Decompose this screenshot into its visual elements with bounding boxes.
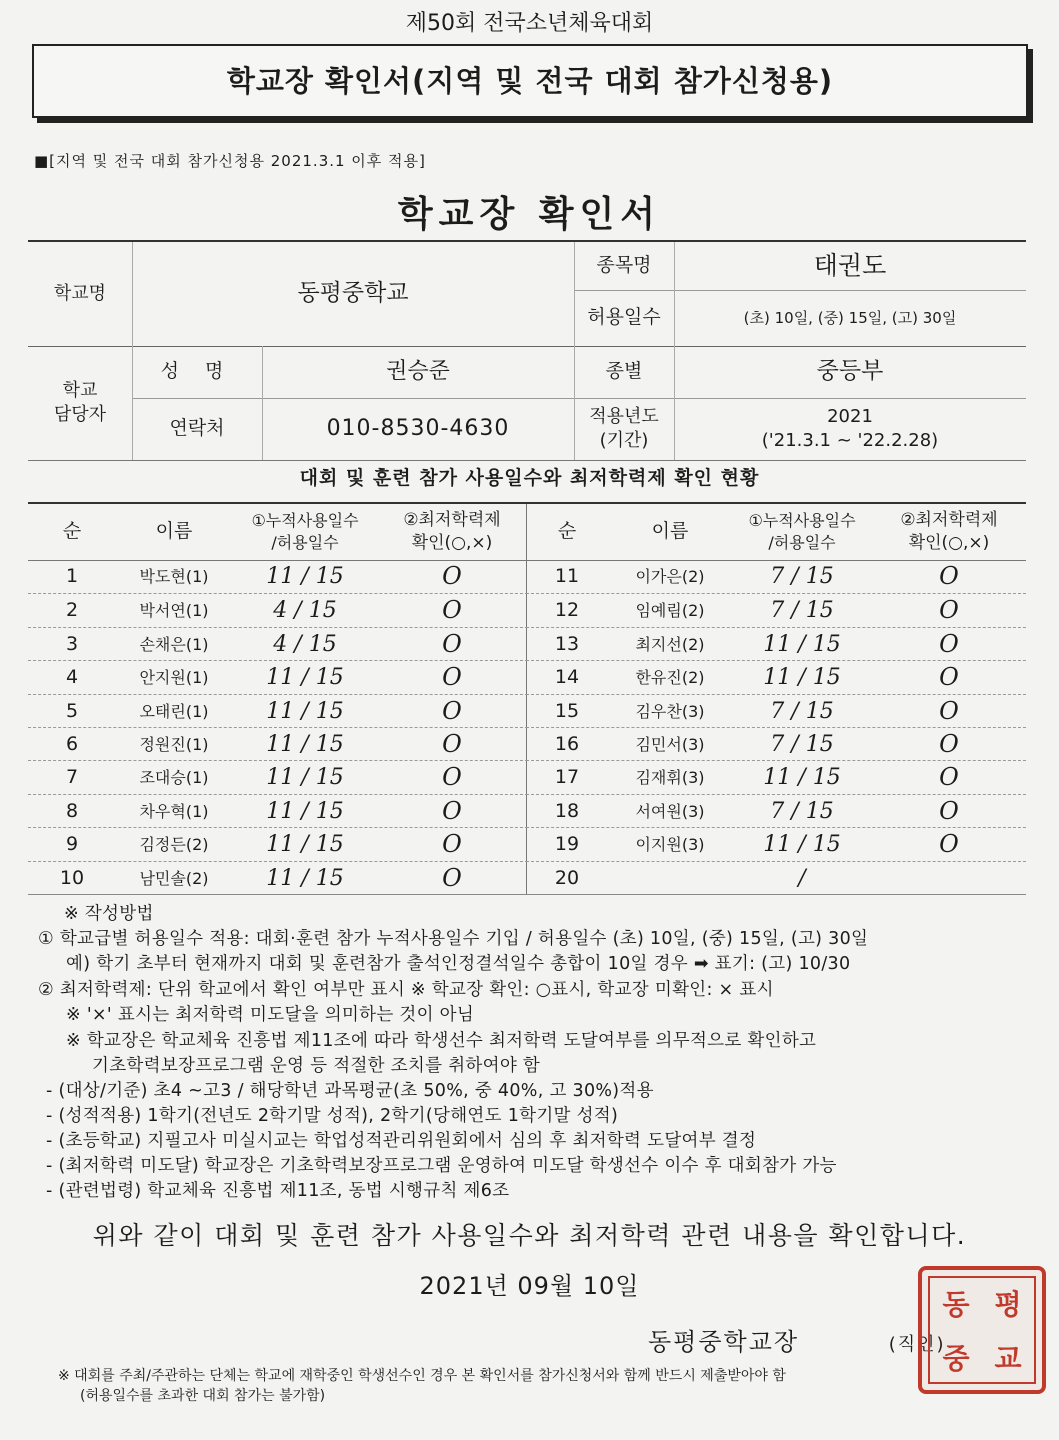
instruction-line: - (관련법령) 학교체육 진흥법 제11조, 동법 시행규칙 제6조 bbox=[46, 1181, 510, 1201]
days-allowed: 15 bbox=[812, 631, 841, 657]
days-separator: / bbox=[294, 564, 316, 589]
table-row bbox=[526, 760, 1026, 794]
row-number: 7 bbox=[65, 766, 79, 789]
student-table bbox=[28, 502, 1026, 895]
contact-value: 010-8530-4630 bbox=[326, 416, 510, 442]
days-used-allowed bbox=[732, 661, 872, 694]
col-name-right: 이름 bbox=[651, 520, 689, 543]
row-number: 12 bbox=[554, 599, 580, 622]
student-name: 김재휘(3) bbox=[635, 768, 705, 788]
sport-value: 태권도 bbox=[813, 251, 887, 281]
confirm-mark: O bbox=[442, 763, 462, 792]
days-separator: / bbox=[791, 765, 813, 791]
student-name: 김우찬(3) bbox=[635, 701, 705, 721]
confirm-mark: O bbox=[442, 796, 462, 825]
days-separator: / bbox=[294, 765, 316, 791]
days-used-allowed bbox=[232, 594, 378, 627]
days-separator: / bbox=[798, 865, 806, 891]
table-row bbox=[28, 827, 528, 861]
col-name-left: 이름 bbox=[155, 520, 193, 543]
student-name: 오태린(1) bbox=[139, 701, 209, 721]
row-number: 15 bbox=[554, 699, 580, 722]
days-used-allowed bbox=[732, 695, 872, 728]
student-name: 차우혁(1) bbox=[139, 801, 209, 821]
table-row bbox=[526, 593, 1026, 627]
instruction-line: 예) 학기 초부터 현재까지 대회 및 훈련참가 출석인정결석일수 총합이 10일 경우 ➡ 표기: (고) 10/30 bbox=[66, 954, 851, 974]
student-name: 김정든(2) bbox=[139, 835, 209, 855]
days-used: 7 bbox=[770, 798, 785, 824]
confirm-mark: O bbox=[442, 696, 462, 725]
table-row bbox=[28, 593, 528, 627]
col-days-right: ①누적사용일수 /허용일수 bbox=[748, 511, 856, 552]
days-used: 11 bbox=[763, 832, 792, 858]
table-row bbox=[526, 727, 1026, 761]
sport-label: 종목명 bbox=[596, 254, 652, 277]
student-name: 한유진(2) bbox=[635, 668, 705, 688]
days-allowed: 15 bbox=[308, 631, 337, 657]
period-label: 적용년도 (기간) bbox=[589, 405, 659, 451]
row-number: 3 bbox=[65, 632, 79, 655]
row-number: 4 bbox=[65, 666, 79, 689]
confirm-mark: O bbox=[442, 863, 462, 892]
table-row bbox=[526, 794, 1026, 828]
division-label: 종별 bbox=[605, 360, 643, 383]
row-number: 11 bbox=[554, 565, 580, 587]
days-allowed: 15 bbox=[812, 832, 841, 858]
days-separator: / bbox=[784, 564, 806, 589]
instruction-line: ① 학교급별 허용일수 적용: 대회·훈련 참가 누적사용일수 기입 / 허용일수 (초) 10일, (중) 15일, (고) 30일 bbox=[38, 929, 869, 949]
info-table bbox=[28, 240, 1026, 461]
days-allowed: 15 bbox=[308, 598, 337, 624]
student-name: 안지원(1) bbox=[139, 668, 209, 688]
allowed-days-label: 허용일수 bbox=[587, 306, 661, 329]
row-number: 17 bbox=[554, 766, 580, 789]
instruction-line: - (대상/기준) 초4 ~고3 / 해당학년 과목평균(초 50%, 중 40%, 고 30%)적용 bbox=[46, 1081, 654, 1101]
days-allowed: 15 bbox=[315, 765, 344, 791]
confirm-mark: O bbox=[442, 562, 462, 590]
days-allowed: 15 bbox=[812, 665, 841, 691]
student-name: 이지원(3) bbox=[635, 835, 705, 855]
days-separator: / bbox=[287, 598, 309, 624]
days-used: 11 bbox=[763, 665, 792, 691]
confirm-mark: O bbox=[442, 830, 462, 859]
confirm-mark bbox=[872, 862, 1026, 895]
confirm-mark: O bbox=[442, 629, 462, 658]
days-used: 11 bbox=[266, 865, 295, 891]
days-used-allowed bbox=[732, 628, 872, 661]
seal-suffix: (직인) bbox=[888, 1334, 946, 1355]
row-number: 14 bbox=[554, 666, 580, 689]
days-used: 11 bbox=[763, 631, 792, 657]
days-allowed: 15 bbox=[805, 564, 834, 589]
col-days-left: ①누적사용일수 /허용일수 bbox=[251, 511, 359, 552]
seal-char: 교 bbox=[994, 1342, 1022, 1375]
student-name: 손채은(1) bbox=[139, 634, 209, 654]
days-allowed: 15 bbox=[315, 698, 344, 724]
confirm-mark: O bbox=[939, 663, 959, 692]
days-used: 11 bbox=[266, 832, 295, 858]
confirm-mark: O bbox=[442, 596, 462, 625]
instruction-line: 기초학력보장프로그램 운영 등 적절한 조치를 취하여야 함 bbox=[92, 1056, 541, 1076]
days-used: 11 bbox=[266, 698, 295, 724]
days-used: 11 bbox=[266, 798, 295, 824]
days-separator: / bbox=[784, 698, 806, 724]
instruction-line: - (성적적용) 1학기(전년도 2학기말 성적), 2학기(당해연도 1학기말 성적) bbox=[46, 1106, 619, 1126]
event-title: 제50회 전국소년체육대회 bbox=[405, 11, 654, 36]
days-allowed: 15 bbox=[315, 832, 344, 858]
student-name: 임예림(2) bbox=[635, 601, 705, 621]
table-row bbox=[526, 861, 1026, 895]
confirmation-date: 2021년 09월 10일 bbox=[419, 1272, 640, 1300]
student-name: 조대승(1) bbox=[139, 768, 209, 788]
confirm-mark: O bbox=[939, 796, 959, 825]
col-confirm-left: ②최저학력제 확인(○,×) bbox=[403, 510, 501, 553]
seal-characters bbox=[928, 1276, 1036, 1384]
table-row bbox=[28, 660, 528, 694]
school-name-label: 학교명 bbox=[53, 282, 107, 304]
manager-name-label: 성 명 bbox=[160, 360, 234, 383]
days-separator: / bbox=[784, 732, 806, 757]
confirm-mark: O bbox=[939, 763, 959, 792]
days-used-allowed bbox=[232, 628, 378, 661]
instruction-line: - (초등학교) 지필고사 미실시교는 학업성적관리위원회에서 심의 후 최저학력 도달여부 결정 bbox=[46, 1131, 757, 1151]
student-name: 이가은(2) bbox=[635, 567, 705, 586]
days-allowed: 15 bbox=[315, 564, 344, 589]
confirm-mark: O bbox=[442, 730, 462, 758]
school-name-value: 동평중학교 bbox=[297, 280, 409, 307]
days-allowed: 15 bbox=[315, 665, 344, 691]
days-separator: / bbox=[784, 798, 806, 824]
official-seal bbox=[918, 1266, 1046, 1394]
days-used: 11 bbox=[266, 665, 295, 691]
days-used-allowed bbox=[232, 728, 378, 761]
days-allowed: 15 bbox=[805, 798, 834, 824]
days-separator: / bbox=[294, 665, 316, 691]
instruction-line: ② 최저학력제: 단위 학교에서 확인 여부만 표시 ※ 학교장 확인: ○표시, 학교장 미확인: × 표시 bbox=[38, 980, 774, 1000]
days-used-allowed bbox=[732, 560, 872, 593]
allowed-days-value: (초) 10일, (중) 15일, (고) 30일 bbox=[743, 308, 957, 327]
table-row bbox=[28, 727, 528, 761]
row-number: 20 bbox=[554, 866, 580, 889]
days-separator: / bbox=[294, 832, 316, 858]
instruction-line: ※ 작성방법 bbox=[64, 904, 154, 924]
row-number: 19 bbox=[554, 833, 580, 856]
contact-label: 연락처 bbox=[169, 417, 225, 440]
days-used-allowed bbox=[232, 661, 378, 694]
principal-name: 동평중학교장 bbox=[648, 1328, 800, 1356]
document-title: 학교장 확인서 bbox=[397, 194, 662, 235]
instruction-line: ※ 학교장은 학교체육 진흥법 제11조에 따라 학생선수 최저학력 도달여부를 의무적으로 확인하고 bbox=[66, 1031, 817, 1051]
student-name bbox=[608, 862, 732, 895]
col-confirm-right: ②최저학력제 확인(○,×) bbox=[900, 510, 998, 553]
days-separator: / bbox=[294, 698, 316, 724]
student-name: 서여원(3) bbox=[635, 801, 705, 821]
days-used-allowed bbox=[232, 761, 378, 794]
form-note: ■[지역 및 전국 대회 참가신청용 2021.3.1 이후 적용] bbox=[34, 152, 426, 170]
days-used-allowed bbox=[732, 728, 872, 761]
days-used-allowed bbox=[732, 795, 872, 828]
seal-char: 평 bbox=[994, 1288, 1022, 1321]
days-used: 11 bbox=[266, 732, 295, 757]
col-no-left: 순 bbox=[62, 520, 82, 543]
table-row bbox=[28, 627, 528, 661]
days-used: 4 bbox=[273, 631, 288, 657]
table-row bbox=[28, 694, 528, 728]
student-name: 박서연(1) bbox=[139, 601, 209, 621]
row-number: 2 bbox=[65, 599, 79, 622]
days-separator: / bbox=[791, 665, 813, 691]
instruction-line: ※ '×' 표시는 최저학력 미도달을 의미하는 것이 아님 bbox=[66, 1005, 475, 1025]
seal-char: 동 bbox=[942, 1288, 970, 1321]
principal-title bbox=[648, 1322, 946, 1357]
table-row bbox=[28, 794, 528, 828]
instruction-line: - (최저학력 미도달) 학교장은 기초학력보장프로그램 운영하여 미도달 학생선수 이수 후 대회참가 가능 bbox=[46, 1156, 837, 1176]
title-box bbox=[32, 44, 1028, 118]
days-used: 7 bbox=[770, 732, 785, 757]
days-used-allowed bbox=[232, 795, 378, 828]
days-allowed: 15 bbox=[315, 865, 344, 891]
confirm-mark: O bbox=[939, 562, 959, 590]
days-used-allowed bbox=[232, 695, 378, 728]
days-used: 11 bbox=[266, 564, 295, 589]
days-used-allowed bbox=[232, 862, 378, 895]
student-name: 정원진(1) bbox=[139, 735, 209, 754]
footnote-line: ※ 대회를 주최/주관하는 단체는 학교에 재학중인 학생선수인 경우 본 확인서를 참가신청서와 함께 반드시 제출받아야 함 bbox=[58, 1368, 786, 1384]
division-value: 중등부 bbox=[816, 358, 884, 385]
table-row bbox=[526, 660, 1026, 694]
confirm-mark: O bbox=[939, 696, 959, 725]
row-number: 16 bbox=[554, 733, 580, 755]
days-used-allowed bbox=[732, 761, 872, 794]
manager-name-value: 권승준 bbox=[386, 359, 450, 385]
days-separator: / bbox=[294, 732, 316, 757]
student-name: 남민솔(2) bbox=[139, 868, 209, 888]
days-used: 4 bbox=[273, 598, 288, 624]
student-name: 최지선(2) bbox=[635, 634, 705, 654]
seal-char: 중 bbox=[942, 1342, 970, 1375]
days-allowed: 15 bbox=[812, 765, 841, 791]
row-number: 18 bbox=[554, 799, 580, 822]
days-separator: / bbox=[294, 798, 316, 824]
days-used-allowed bbox=[232, 560, 378, 593]
row-number: 10 bbox=[59, 866, 85, 889]
days-separator: / bbox=[294, 865, 316, 891]
table-row bbox=[28, 760, 528, 794]
confirmation-statement: 위와 같이 대회 및 훈련 참가 사용일수와 최저학력 관련 내용을 확인합니다. bbox=[92, 1221, 967, 1250]
status-title: 대회 및 훈련 참가 사용일수와 최저학력제 확인 현황 bbox=[299, 467, 760, 489]
period-value: 2021 ('21.3.1 ~ '22.2.28) bbox=[761, 405, 939, 451]
confirm-mark: O bbox=[939, 830, 959, 859]
days-used: 7 bbox=[770, 564, 785, 589]
days-separator: / bbox=[791, 631, 813, 657]
row-number: 13 bbox=[554, 632, 580, 655]
days-used-allowed bbox=[732, 594, 872, 627]
table-row bbox=[28, 861, 528, 895]
days-allowed: 15 bbox=[315, 732, 344, 757]
days-allowed: 15 bbox=[805, 598, 834, 624]
footnote bbox=[58, 1366, 786, 1406]
days-allowed: 15 bbox=[805, 698, 834, 724]
confirm-mark: O bbox=[939, 596, 959, 625]
days-separator: / bbox=[791, 832, 813, 858]
table-row bbox=[28, 560, 528, 593]
days-used: 11 bbox=[763, 765, 792, 791]
row-number: 5 bbox=[65, 699, 79, 722]
days-used-allowed bbox=[232, 828, 378, 861]
box-title: 학교장 확인서(지역 및 전국 대회 참가신청용) bbox=[226, 64, 834, 98]
days-used: 7 bbox=[770, 698, 785, 724]
table-row bbox=[526, 827, 1026, 861]
days-allowed: 15 bbox=[805, 732, 834, 757]
days-used: 11 bbox=[266, 765, 295, 791]
table-row bbox=[526, 560, 1026, 593]
days-allowed: 15 bbox=[315, 798, 344, 824]
days-separator: / bbox=[287, 631, 309, 657]
days-used-allowed bbox=[732, 862, 872, 895]
table-row bbox=[526, 694, 1026, 728]
confirm-mark: O bbox=[442, 663, 462, 692]
row-number: 1 bbox=[65, 565, 79, 587]
footnote-line: (허용일수를 초과한 대회 참가는 불가함) bbox=[80, 1388, 326, 1404]
col-no-right: 순 bbox=[557, 520, 577, 543]
confirm-mark: O bbox=[939, 730, 959, 758]
table-row bbox=[526, 627, 1026, 661]
days-used-allowed bbox=[732, 828, 872, 861]
row-number: 8 bbox=[65, 799, 79, 822]
manager-label: 학교 담당자 bbox=[53, 379, 107, 425]
student-name: 박도현(1) bbox=[139, 567, 209, 586]
confirm-mark: O bbox=[939, 629, 959, 658]
days-used: 7 bbox=[770, 598, 785, 624]
row-number: 6 bbox=[65, 733, 79, 755]
days-separator: / bbox=[784, 598, 806, 624]
student-name: 김민서(3) bbox=[635, 735, 705, 754]
row-number: 9 bbox=[65, 833, 79, 856]
